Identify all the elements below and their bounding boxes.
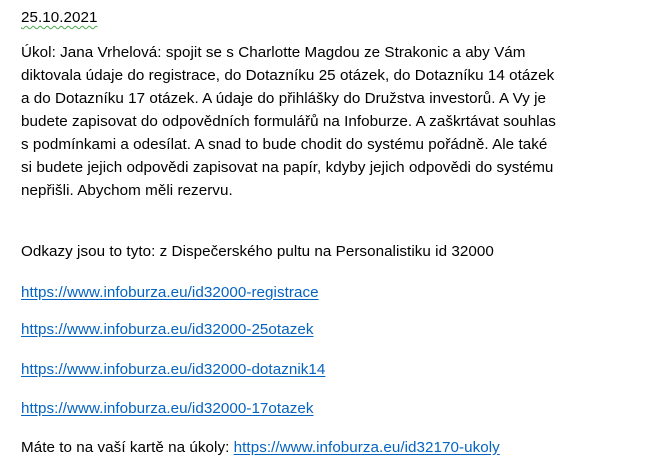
link-registrace[interactable]: https://www.infoburza.eu/id32000-registrace xyxy=(21,284,319,301)
link-ukoly[interactable]: https://www.infoburza.eu/id32170-ukoly xyxy=(233,439,500,456)
task-line: diktovala údaje do registrace, do Dotazníku 25 otázek, do Dotazníku 14 otázek xyxy=(21,67,555,84)
link-dotaznik14[interactable]: https://www.infoburza.eu/id32000-dotaznik14 xyxy=(21,361,326,378)
links-intro-paragraph: Odkazy jsou to tyto: z Dispečerského pultu na Personalistiku id 32000 xyxy=(21,243,494,260)
footer-paragraph xyxy=(21,436,500,459)
footer-text: Máte to na vaší kartě na úkoly: xyxy=(21,439,234,456)
task-line: Úkol: Jana Vrhelová: spojit se s Charlotte Magdou ze Strakonic a aby Vám xyxy=(21,44,526,61)
task-line: a do Dotazníku 17 otázek. A údaje do přihlášky do Družstva investorů. A Vy je xyxy=(21,90,547,107)
task-paragraph xyxy=(21,41,633,202)
task-line: budete zapisovat do odpovědních formulářů na Infoburze. A zaškrtávat souhlas xyxy=(21,113,556,130)
link-25otazek[interactable]: https://www.infoburza.eu/id32000-25otazek xyxy=(21,321,314,338)
document-date: 25.10.2021 xyxy=(21,9,98,26)
link-17otazek[interactable]: https://www.infoburza.eu/id32000-17otazek xyxy=(21,400,314,417)
task-line: si budete jejich odpovědi zapisovat na papír, kdyby jejich odpovědi do systému xyxy=(21,159,554,176)
task-line: nepřišli. Abychom měli rezervu. xyxy=(21,182,233,199)
task-line: s podmínkami a odesílat. A snad to bude chodit do systému pořádně. Ale také xyxy=(21,136,548,153)
